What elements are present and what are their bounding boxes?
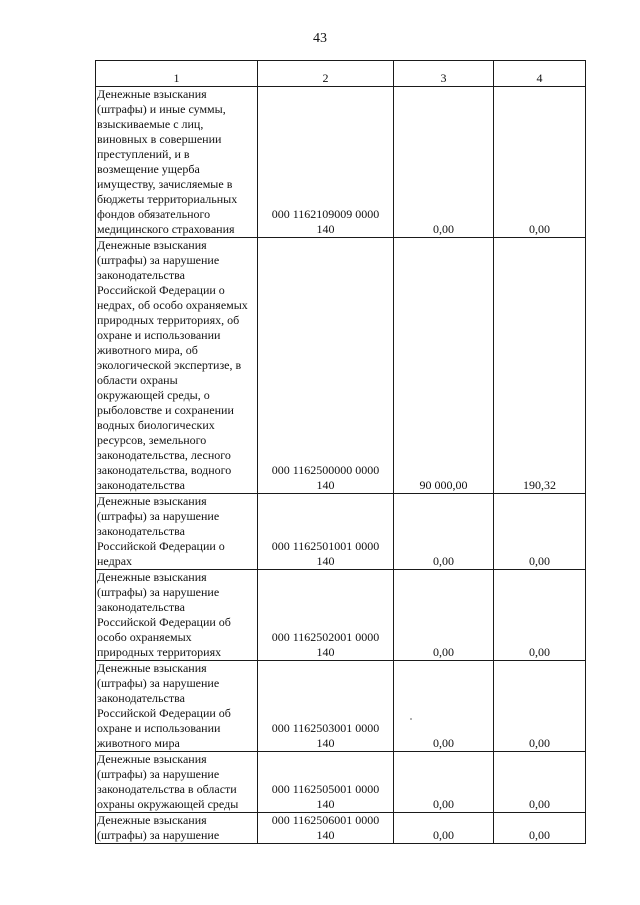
row-value-col3: 0,00 [394,813,494,844]
column-header-4: 4 [494,61,586,87]
row-value-col4: 0,00 [494,494,586,570]
scan-speck [410,718,412,720]
table-row [96,494,586,570]
table-row [96,661,586,752]
row-code: 000 1162109009 0000 140 [258,87,394,238]
row-code: 000 1162503001 0000 140 [258,661,394,752]
table-row [96,752,586,813]
row-value-col3: 90 000,00 [394,238,494,494]
table-row [96,570,586,661]
row-value-col3: 0,00 [394,752,494,813]
row-value-col4: 0,00 [494,813,586,844]
row-name: Денежные взыскания (штрафы) за нарушение законодательства Российской Федерации о недрах, об особо охраняемых природных территориях, об охране и использовании животного мира, об экологической экспертизе, в области охраны окружающей среды, о рыболовстве и сохранении водных биологических ресурсов, земельного законодательства, лесного законодательства, водного законодательства [96,238,258,494]
row-name: Денежные взыскания (штрафы) и иные суммы, взыскиваемые с лиц, виновных в совершении преступлений, и в возмещение ущерба имуществу, зачисляемые в бюджеты территориальных фондов обязательного медицинского страхования [96,87,258,238]
row-value-col3: 0,00 [394,87,494,238]
row-value-col4: 190,32 [494,238,586,494]
row-value-col4: 0,00 [494,661,586,752]
page-number: 43 [313,31,327,46]
row-value-col3: 0,00 [394,494,494,570]
row-value-col3: 0,00 [394,661,494,752]
row-value-col3: 0,00 [394,570,494,661]
row-name: Денежные взыскания (штрафы) за нарушение законодательства Российской Федерации о недрах [96,494,258,570]
row-value-col4: 0,00 [494,752,586,813]
table-row [96,238,586,494]
table-row [96,813,586,844]
column-header-1: 1 [96,61,258,87]
table-row [96,87,586,238]
row-code: 000 1162502001 0000 140 [258,570,394,661]
column-header-2: 2 [258,61,394,87]
revenue-table [95,60,586,844]
row-code: 000 1162505001 0000 140 [258,752,394,813]
row-value-col4: 0,00 [494,570,586,661]
row-value-col4: 0,00 [494,87,586,238]
row-name: Денежные взыскания (штрафы) за нарушение законодательства Российской Федерации об охране и использовании животного мира [96,661,258,752]
row-name: Денежные взыскания (штрафы) за нарушение законодательства Российской Федерации об особо охраняемых природных территориях [96,570,258,661]
table-header-row [96,61,586,87]
column-header-3: 3 [394,61,494,87]
row-name: Денежные взыскания (штрафы) за нарушение законодательства в области охраны окружающей среды [96,752,258,813]
row-name: Денежные взыскания (штрафы) за нарушение [96,813,258,844]
row-code: 000 1162500000 0000 140 [258,238,394,494]
row-code: 000 1162501001 0000 140 [258,494,394,570]
row-code: 000 1162506001 0000 140 [258,813,394,844]
